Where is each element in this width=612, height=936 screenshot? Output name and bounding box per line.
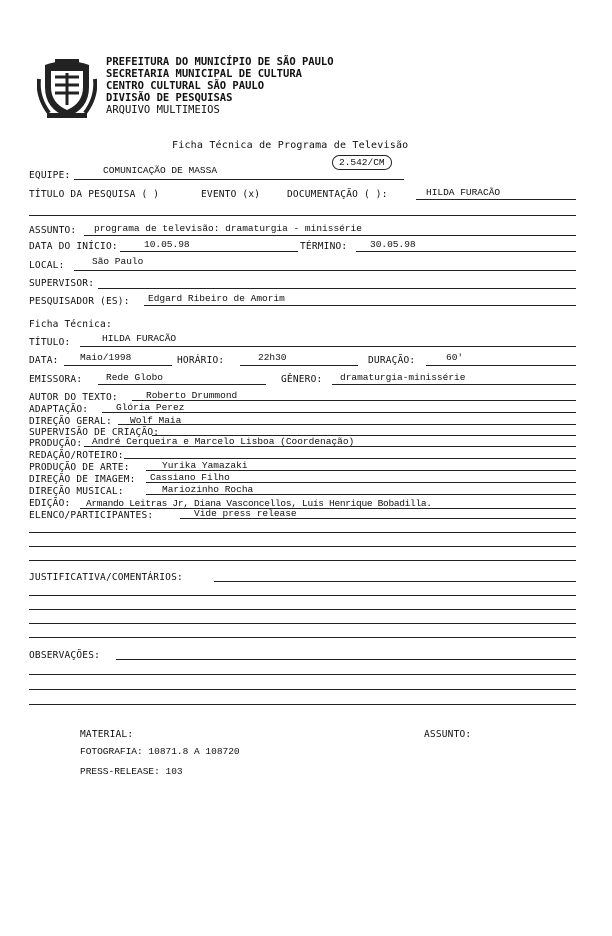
genero-value: dramaturgia-minissérie — [340, 372, 466, 383]
justificativa-label: JUSTIFICATIVA/COMENTÁRIOS: — [29, 572, 183, 583]
emissora-value: Rede Globo — [106, 372, 164, 383]
producao-arte-label: PRODUÇÃO DE ARTE: — [29, 462, 130, 473]
adaptacao-label: ADAPTAÇÃO: — [29, 404, 89, 415]
assunto-label: ASSUNTO: — [29, 225, 77, 236]
termino-value: 30.05.98 — [370, 239, 416, 250]
termino-label: TÉRMINO: — [300, 241, 348, 252]
equipe-value: COMUNICAÇÃO DE MASSA — [103, 165, 218, 176]
titulo-pesquisa-label: TÍTULO DA PESQUISA ( ) — [29, 189, 160, 200]
equipe-label: EQUIPE: — [29, 170, 71, 181]
assunto-value: programa de televisão: dramaturgia - minissérie — [94, 223, 362, 234]
redacao-roteiro-label: REDAÇÃO/ROTEIRO: — [29, 450, 124, 461]
producao-value: André Cerqueira e Marcelo Lisboa (Coordenação) — [92, 436, 355, 447]
pesquisador-label: PESQUISADOR (ES): — [29, 296, 130, 307]
evento-label: EVENTO (x) — [201, 189, 261, 200]
direcao-geral-value: Wolf Maia — [130, 415, 182, 426]
fotografia-entry: FOTOGRAFIA: 10871.8 A 108720 — [80, 746, 240, 757]
producao-arte-value: Yurika Yamazaki — [162, 460, 248, 471]
form-title: Ficha Técnica de Programa de Televisão — [172, 140, 409, 151]
direcao-musical-label: DIREÇÃO MUSICAL: — [29, 486, 124, 497]
titulo-value: HILDA FURACÃO — [102, 333, 177, 344]
data-inicio-value: 10.05.98 — [144, 239, 190, 250]
titulo-pesquisa-value: HILDA FURACÃO — [426, 187, 501, 198]
direcao-musical-value: Mariozinho Rocha — [162, 484, 254, 495]
autor-texto-label: AUTOR DO TEXTO: — [29, 392, 118, 403]
edicao-value: Armando Leitras Jr, Diana Vasconcellos, Luís Henrique Bobadilla. — [86, 498, 432, 509]
edicao-label: EDIÇÃO: — [29, 498, 71, 509]
equipe-code: 2.542/CM — [332, 155, 392, 170]
header-org-line: CENTRO CULTURAL SÃO PAULO — [106, 80, 265, 92]
local-label: LOCAL: — [29, 260, 65, 271]
elenco-label: ELENCO/PARTICIPANTES: — [29, 510, 154, 521]
direcao-imagem-label: DIREÇÃO DE IMAGEM: — [29, 474, 136, 485]
adaptacao-value: Glória Perez — [116, 402, 185, 413]
supervisao-criacao-label: SUPERVISÃO DE CRIAÇÃO: — [29, 427, 160, 438]
ficha-tecnica-label: Ficha Técnica: — [29, 319, 112, 330]
pesquisador-value: Edgard Ribeiro de Amorim — [148, 293, 285, 304]
header-org-line: DIVISÃO DE PESQUISAS — [106, 92, 233, 104]
emissora-label: EMISSORA: — [29, 374, 83, 385]
header-org-line: SECRETARIA MUNICIPAL DE CULTURA — [106, 68, 302, 80]
duracao-label: DURAÇÃO: — [368, 355, 416, 366]
local-value: São Paulo — [92, 256, 144, 267]
data-value: Maio/1998 — [80, 352, 132, 363]
genero-label: GÊNERO: — [281, 374, 323, 385]
data-label: DATA: — [29, 355, 59, 366]
city-coat-of-arms-logo — [37, 57, 97, 121]
documentacao-label: DOCUMENTAÇÃO ( ): — [287, 189, 388, 200]
header-org-line: PREFEITURA DO MUNICÍPIO DE SÃO PAULO — [106, 56, 334, 68]
producao-label: PRODUÇÃO: — [29, 438, 83, 449]
autor-texto-value: Roberto Drummond — [146, 390, 238, 401]
titulo-label: TÍTULO: — [29, 337, 71, 348]
direcao-imagem-value: Cassiano Filho — [150, 472, 230, 483]
direcao-geral-label: DIREÇÃO GERAL: — [29, 416, 112, 427]
horario-label: HORÁRIO: — [177, 355, 225, 366]
press-release-entry: PRESS-RELEASE: 103 — [80, 766, 183, 777]
horario-value: 22h30 — [258, 352, 287, 363]
duracao-value: 60' — [446, 352, 464, 363]
data-inicio-label: DATA DO INÍCIO: — [29, 241, 118, 252]
supervisor-label: SUPERVISOR: — [29, 278, 95, 289]
header-org-line: ARQUIVO MULTIMEIOS — [106, 104, 220, 116]
elenco-value: Vide press release — [194, 508, 297, 519]
material-assunto-label: ASSUNTO: — [424, 729, 472, 740]
material-label: MATERIAL: — [80, 729, 134, 740]
observacoes-label: OBSERVAÇÕES: — [29, 650, 101, 661]
